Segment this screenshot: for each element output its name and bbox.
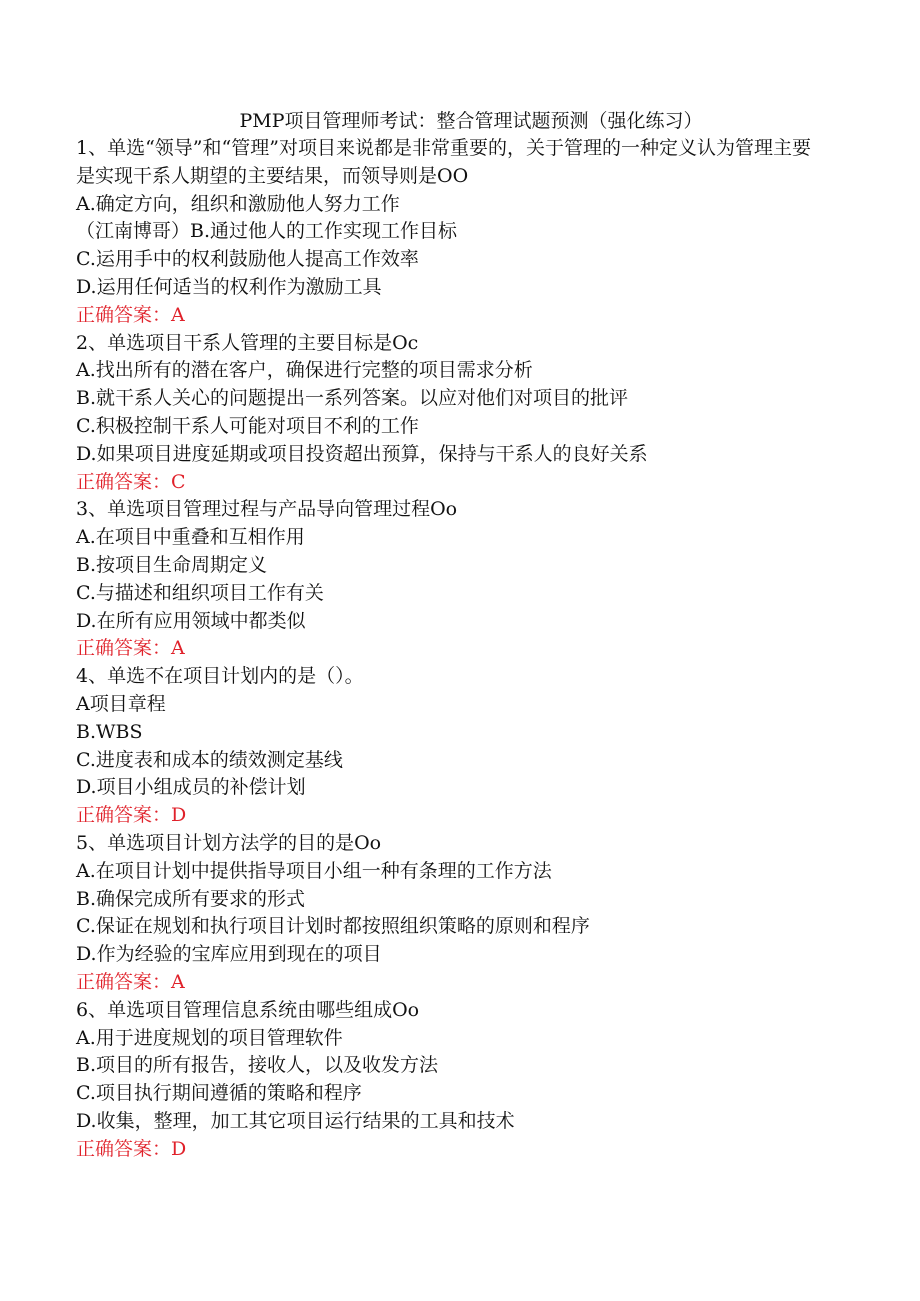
option-b: （江南博哥）B.通过他人的工作实现工作目标: [76, 220, 458, 243]
option-d: D.作为经验的宝库应用到现在的项目: [76, 943, 382, 966]
option-d: D.如果项目进度延期或项目投资超出预算，保持与干系人的良好关系: [76, 442, 648, 465]
option-a: A.确定方向，组织和激励他人努力工作: [76, 192, 400, 215]
option-a: A.找出所有的潜在客户，确保进行完整的项目需求分析: [76, 359, 533, 382]
option-b: B.确保完成所有要求的形式: [76, 887, 306, 910]
correct-answer: [76, 1136, 836, 1164]
option-d: D.在所有应用领域中都类似: [76, 609, 306, 632]
question-6: [76, 997, 836, 1164]
option-d: D.运用任何适当的权利作为激励工具: [76, 275, 382, 298]
option-c: C.积极控制干系人可能对项目不利的工作: [76, 414, 419, 437]
question-1: [76, 135, 836, 330]
question-3: [76, 496, 836, 663]
correct-answer: [76, 302, 836, 330]
option-b: B.项目的所有报告，接收人，以及收发方法: [76, 1054, 439, 1077]
option-b: B.就干系人关心的问题提出一系列答案。以应对他们对项目的批评: [76, 387, 629, 410]
answer-value: A: [171, 637, 185, 660]
question-2: [76, 330, 836, 497]
option-b: B.WBS: [76, 720, 143, 743]
answer-label: 正确答案：: [76, 804, 172, 827]
answer-value: A: [171, 303, 185, 326]
question-stem: 1、单选“领导”和“管理”对项目来说都是非常重要的，关于管理的一种定义认为管理主要是实现干系人期望的主要结果，而领导则是OO: [76, 137, 811, 187]
question-5: [76, 830, 836, 997]
option-a: A.在项目计划中提供指导项目小组一种有条理的工作方法: [76, 859, 552, 882]
question-4: [76, 663, 836, 830]
option-a: A.在项目中重叠和互相作用: [76, 526, 305, 549]
option-a: A.用于进度规划的项目管理软件: [76, 1026, 343, 1049]
question-stem: 6、单选项目管理信息系统由哪些组成Oo: [76, 998, 420, 1021]
correct-answer: [76, 802, 836, 830]
correct-answer: [76, 635, 836, 663]
option-c: C.保证在规划和执行项目计划时都按照组织策略的原则和程序: [76, 915, 590, 938]
option-d: D.项目小组成员的补偿计划: [76, 776, 306, 799]
document-page: [76, 107, 836, 1163]
question-stem: 4、单选不在项目计划内的是（）。: [76, 665, 364, 688]
answer-label: 正确答案：: [76, 470, 172, 493]
option-c: C.运用手中的权利鼓励他人提高工作效率: [76, 248, 419, 271]
page-title: PMP项目管理师考试：整合管理试题预测（强化练习）: [239, 110, 703, 132]
correct-answer: [76, 469, 836, 497]
option-a: A项目章程: [76, 692, 166, 715]
answer-label: 正确答案：: [76, 303, 172, 326]
answer-label: 正确答案：: [76, 970, 172, 993]
answer-value: D: [171, 804, 187, 827]
option-c: C.项目执行期间遵循的策略和程序: [76, 1082, 362, 1105]
option-c: C.进度表和成本的绩效测定基线: [76, 748, 343, 771]
answer-value: A: [171, 970, 185, 993]
option-d: D.收集，整理，加工其它项目运行结果的工具和技术: [76, 1109, 515, 1132]
question-stem: 3、单选项目管理过程与产品导向管理过程Oo: [76, 498, 458, 521]
option-c: C.与描述和组织项目工作有关: [76, 581, 324, 604]
question-stem: 2、单选项目干系人管理的主要目标是Oc: [76, 331, 419, 354]
answer-value: C: [171, 470, 186, 493]
question-stem: 5、单选项目计划方法学的目的是Oo: [76, 831, 382, 854]
option-b: B.按项目生命周期定义: [76, 553, 268, 576]
answer-label: 正确答案：: [76, 1137, 172, 1160]
answer-label: 正确答案：: [76, 637, 172, 660]
correct-answer: [76, 969, 836, 997]
answer-value: D: [171, 1137, 187, 1160]
